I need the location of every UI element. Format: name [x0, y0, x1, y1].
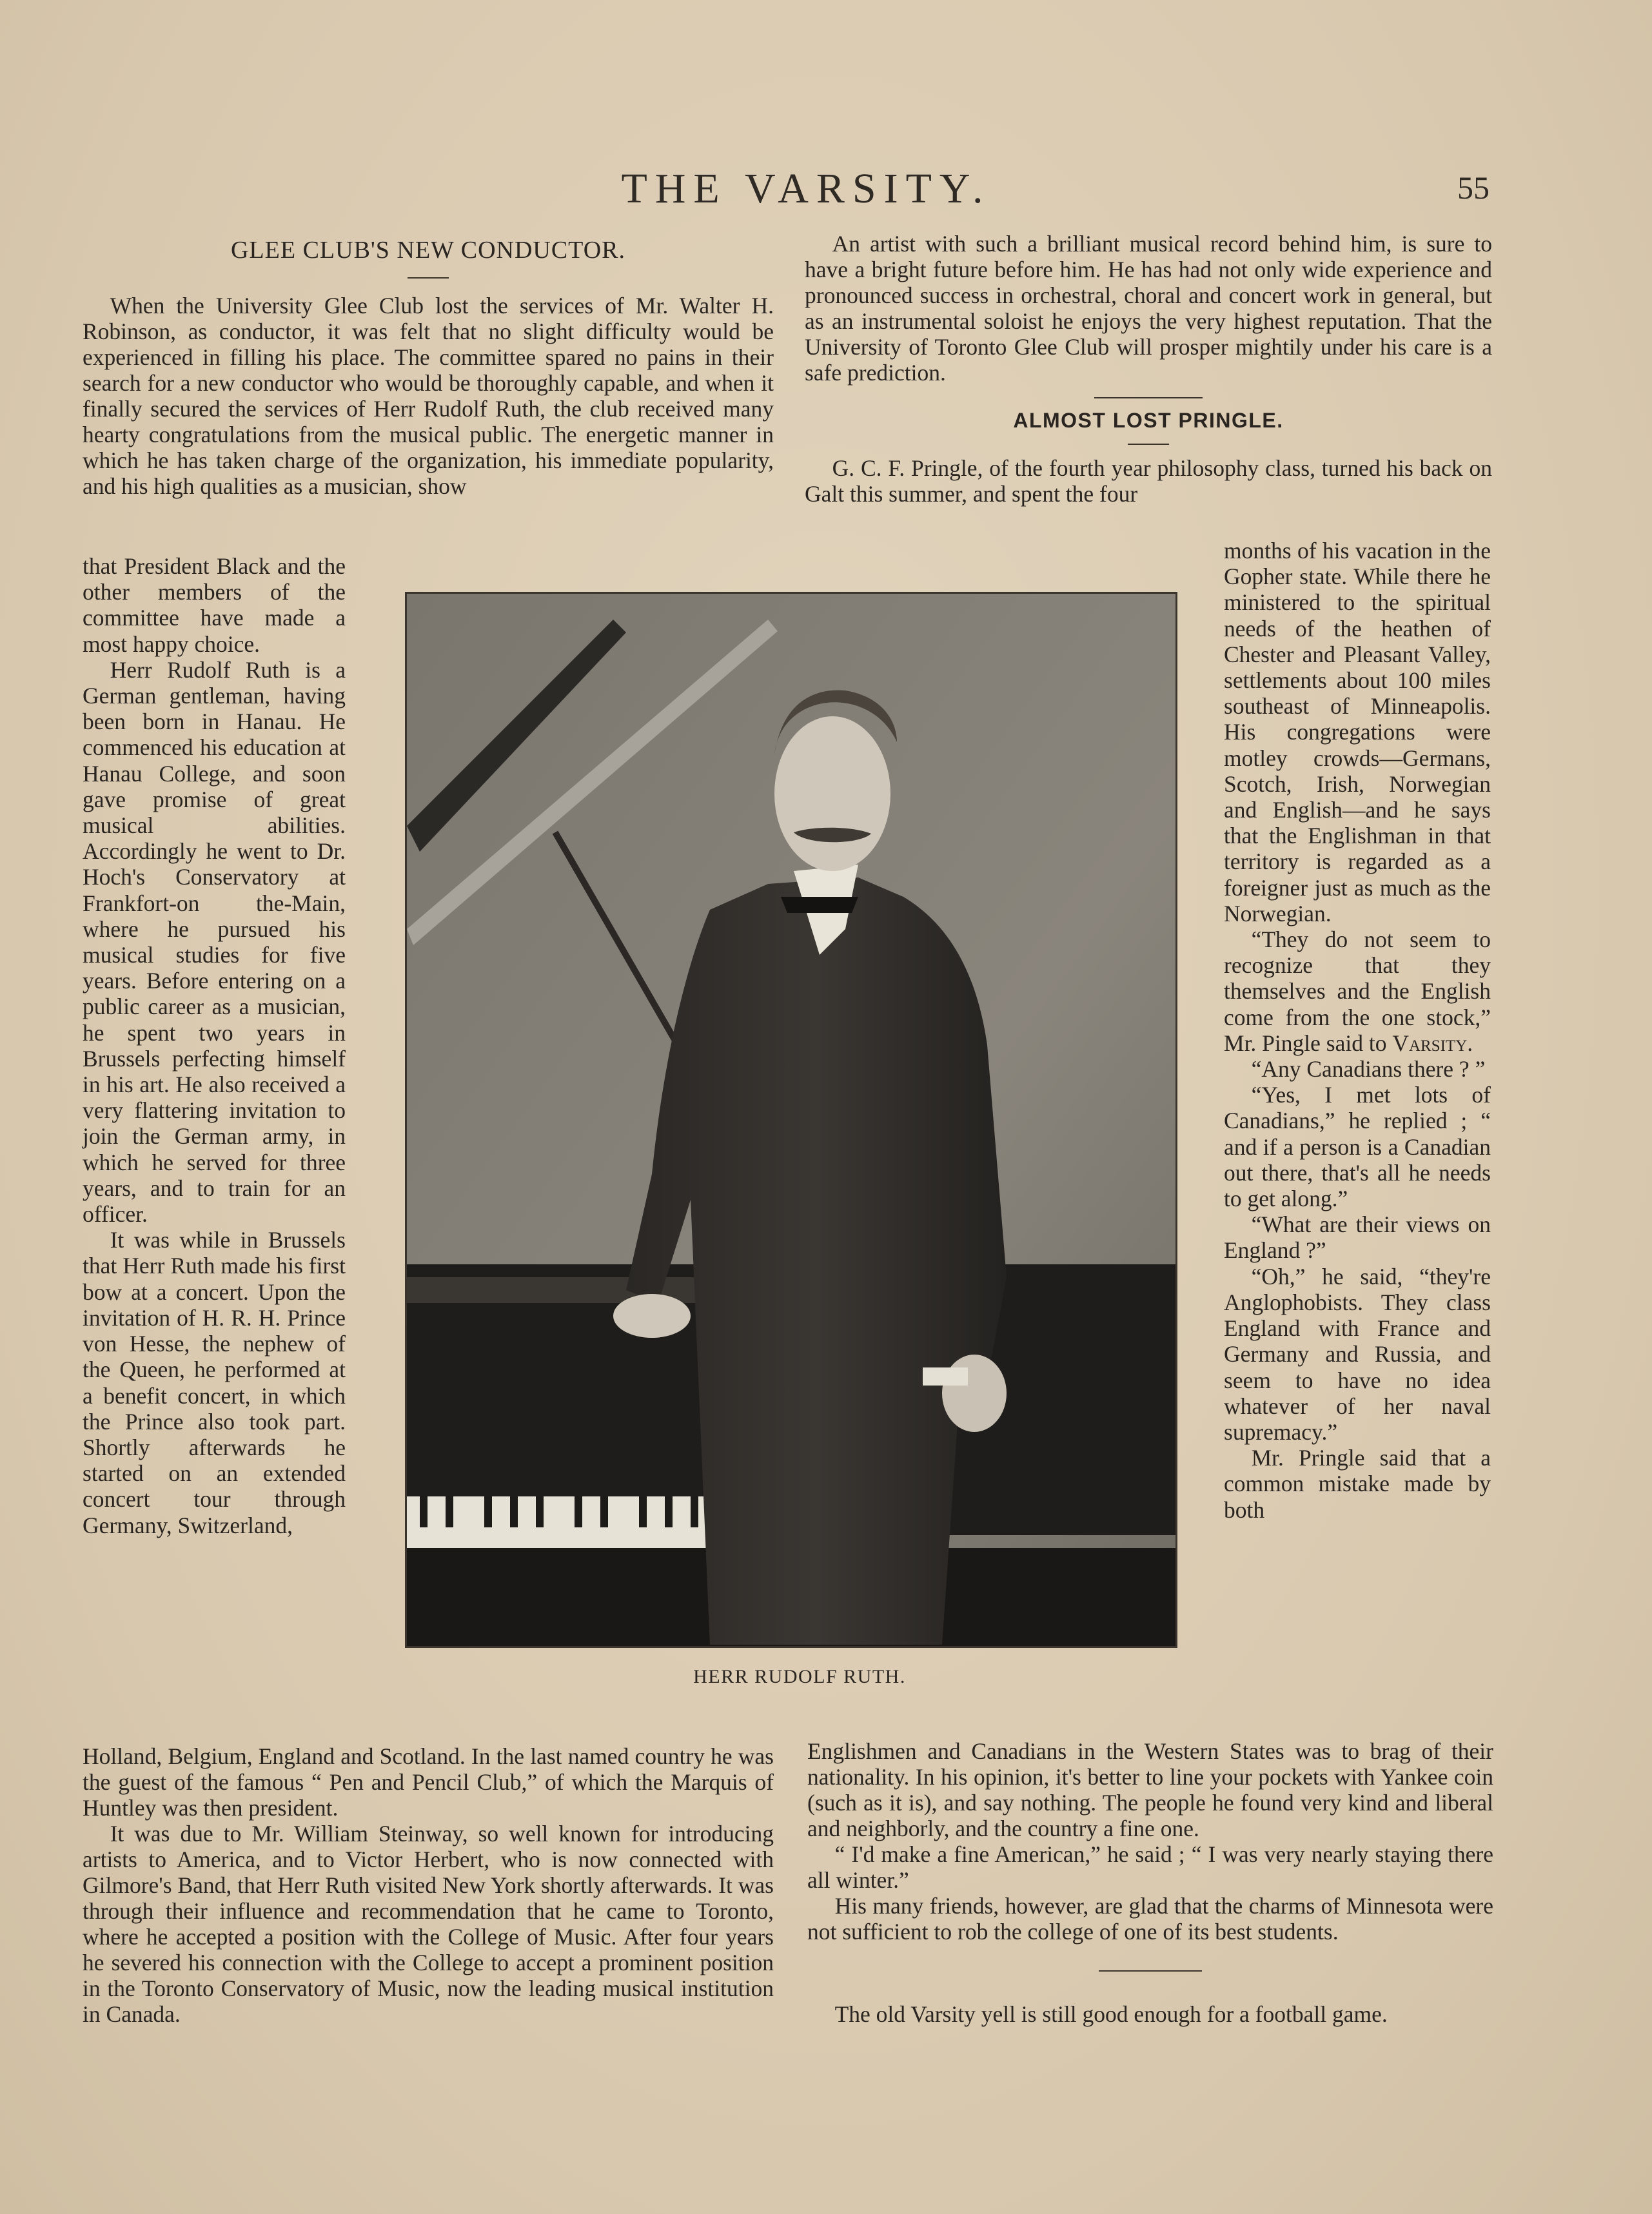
portrait-illustration — [407, 594, 1175, 1646]
section-rule — [1099, 1970, 1202, 1972]
paragraph: An artist with such a brilliant musical record behind him, is sure to have a bright future before him. He has had not only wide experience and pronounced success in orchestral, choral and concert work in general, but as an instrumental soloist he enjoys the very highest reputation. That the University of Toronto Glee Club will prosper mightily under his care is a safe prediction. — [805, 231, 1492, 386]
paragraph: that President Black and the other members of the committee have made a most happy choice. — [83, 553, 346, 657]
paragraph: Herr Rudolf Ruth is a German gentleman, having been born in Hanau. He commenced his education at Hanau College, and soon gave promise of great musical abilities. Accordingly he went to Dr. Hoch's Conservatory at Frankfort-on the-Main, where he pursued his musical studies for five years. Before entering on a public career as a musician, he spent two years in Brussels perfecting himself in his art. He also received a very flattering invitation to join the German army, in which he served for three years, and to train for an officer. — [83, 656, 346, 1228]
section-rule — [1094, 397, 1203, 398]
page-number: 55 — [1457, 170, 1490, 206]
article-glee-club-bottom — [83, 1743, 774, 2027]
article-right-top — [805, 231, 1492, 507]
footer-note: The old Varsity yell is still good enough for a football game. — [834, 2001, 1388, 2027]
article-glee-club-top — [83, 237, 774, 499]
paragraph: Englishmen and Canadians in the Western States was to brag of their nationality. In his opinion, it's better to line your pockets with Yankee coin (such as it is), and say nothing. The people he found very kind and liberal and neighborly, and the country a fine one. — [807, 1738, 1493, 1841]
title-rule — [1128, 444, 1169, 445]
paragraph: Holland, Belgium, England and Scotland. In the last named country he was the guest of the famous “ Pen and Pencil Club,” of which the Marquis of Huntley was then president. — [83, 1743, 774, 1821]
photo-caption: HERR RUDOLF RUTH. — [693, 1666, 906, 1687]
paragraph: “Any Canadians there ? ” — [1251, 1056, 1486, 1083]
paragraph: months of his vacation in the Gopher state. While there he ministered to the spiritual needs of the heathen of Chester and Pleasant Valley, settlements about 100 miles southeast of Minneapolis. His congregations were motley crowds—Germans, Scotch, Irish, Norwegian and English—and he says that the Englishman in that territory is regarded as a foreigner just as much as the Norwegian. — [1224, 538, 1491, 926]
paragraph: His many friends, however, are glad that the charms of Minnesota were not sufficient to rob the college of one of its best students. — [807, 1893, 1493, 1945]
title-rule — [408, 277, 449, 279]
article-pringle-narrow — [1224, 538, 1491, 1523]
article-title-pringle: ALMOST LOST PRINGLE. — [1013, 409, 1284, 432]
paragraph: “Yes, I met lots of Canadians,” he replied ; “ and if a person is a Canadian out there, that's all he needs to get along.” — [1224, 1082, 1491, 1212]
paragraph-text: “They do not seem to recognize that they themselves and the English come from the one stock,” Mr. Pingle said to — [1224, 926, 1491, 1056]
paragraph: “ I'd make a fine American,” he said ; “ I was very nearly staying there all winter.” — [807, 1841, 1493, 1893]
paragraph: When the University Glee Club lost the services of Mr. Walter H. Robinson, as conductor, it was felt that no slight difficulty would be experienced in filling his place. The committee spared no pains in their search for a new conductor who would be thoroughly capable, and when it finally secured the services of Herr Rudolf Ruth, the club received many hearty congratulations from the musical public. The energetic manner in which he has taken charge of the organization, his immediate popularity, and his high qualities as a musician, show — [83, 293, 774, 499]
article-glee-club-narrow — [83, 553, 346, 1538]
paragraph: “Oh,” he said, “they're Anglophobists. They class England with France and Germany and Russia, and seem to have no idea whatever of her naval supremacy.” — [1224, 1263, 1491, 1445]
paragraph: Mr. Pringle said that a common mistake made by both — [1224, 1445, 1491, 1523]
paragraph: “What are their views on England ?” — [1224, 1211, 1491, 1264]
article-pringle-bottom — [807, 1738, 1493, 2027]
portrait-photo — [405, 592, 1177, 1648]
paragraph: It was while in Brussels that Herr Ruth made his first bow at a concert. Upon the invitation of H. R. H. Prince von Hesse, the nephew of the Queen, he performed at a benefit concert, in which the Prince also took part. Shortly afterwards he started on an extended concert tour through Germany, Switzerland, — [83, 1227, 346, 1538]
paragraph: It was due to Mr. William Steinway, so well known for introducing artists to America, and to Victor Herbert, who is now connected with Gilmore's Band, that Herr Ruth visited New York shortly afterwards. It was through their influence and recommendation that he came to Toronto, where he accepted a position with the College of Music. After four years he severed his connection with the College to accept a prominent position in the Toronto Conservatory of Music, now the leading musical institution in Canada. — [83, 1821, 774, 2027]
masthead-title: THE VARSITY. — [621, 165, 991, 212]
article-title-glee-club: GLEE CLUB'S NEW CONDUCTOR. — [230, 237, 625, 264]
varsity-smallcaps: Varsity. — [1392, 1030, 1473, 1056]
paragraph — [1224, 926, 1491, 1056]
paragraph: G. C. F. Pringle, of the fourth year philosophy class, turned his back on Galt this summer, and spent the four — [805, 455, 1492, 507]
